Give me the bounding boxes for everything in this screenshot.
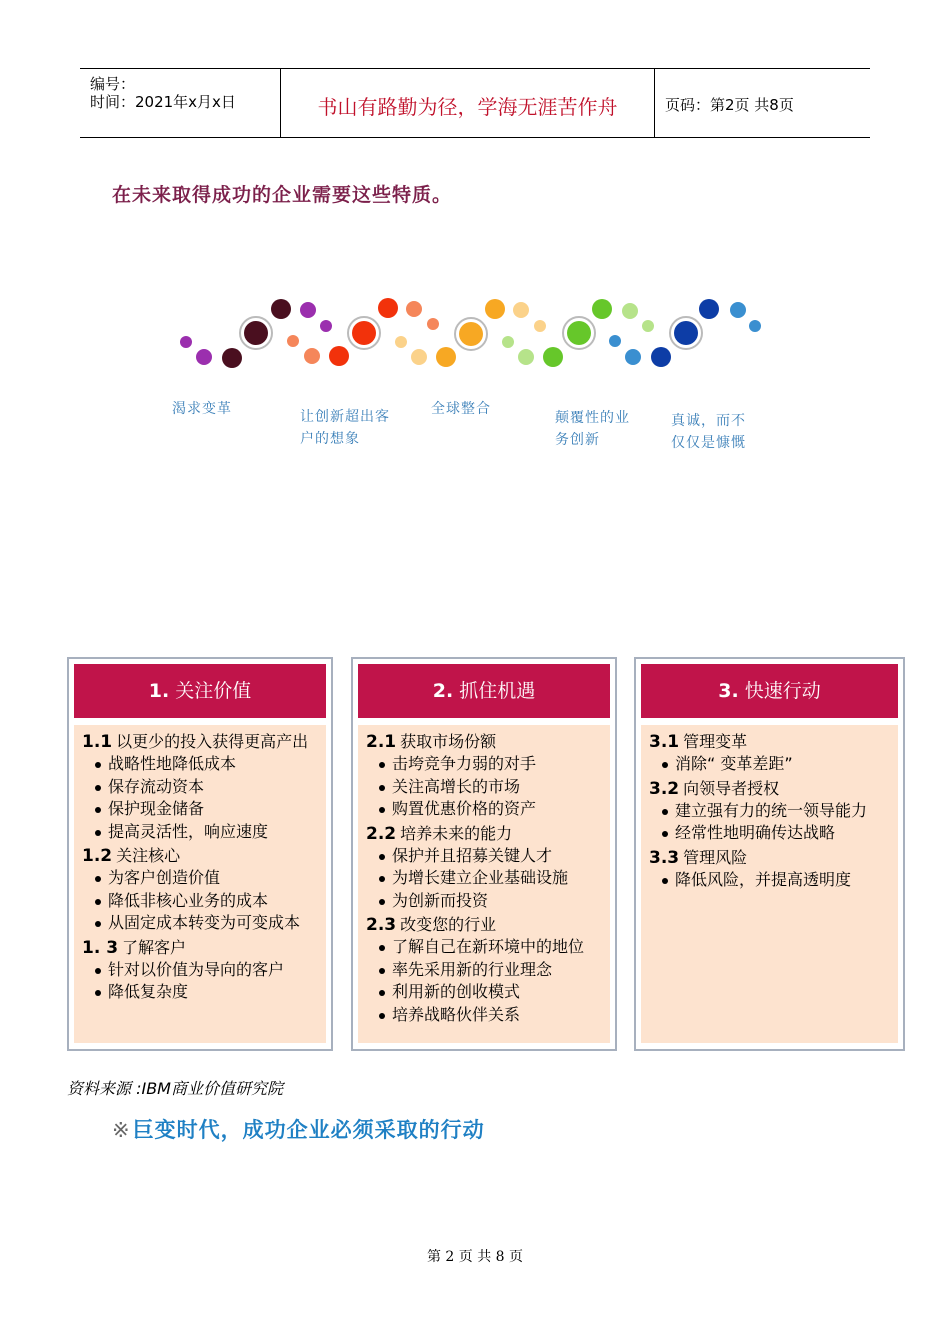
dot-1 [300, 302, 316, 318]
panel-body [358, 725, 610, 1043]
section-title-text: 以更少的投入获得更高产出 [116, 732, 309, 751]
dot-1 [180, 336, 192, 348]
trait-label-line: 让创新超出客 [300, 409, 390, 425]
dot-2 [352, 321, 376, 345]
bullet-item: 经常性地明确传达战略 [649, 822, 898, 845]
section-title [649, 731, 898, 753]
bullet-item: 利用新的创收模式 [366, 981, 610, 1004]
dot-5 [730, 302, 746, 318]
trait-label-2 [300, 406, 390, 450]
panel-number: 3. [718, 680, 739, 702]
dot-3 [534, 320, 546, 332]
bullet-item: 保护并且招募关键人才 [366, 845, 610, 868]
dot-1 [222, 348, 242, 368]
trait-label-1 [172, 398, 232, 420]
section-number: 1.2 [82, 846, 113, 866]
section-title [82, 845, 326, 867]
dot-4 [622, 303, 638, 319]
section-title-text: 改变您的行业 [400, 915, 497, 934]
bullet-item: 消除“ 变革差距” [649, 753, 898, 776]
dot-2 [287, 335, 299, 347]
dot-3 [436, 347, 456, 367]
dot-1 [271, 299, 291, 319]
panel-number: 1. [148, 680, 170, 702]
dot-2 [378, 298, 398, 318]
bullet-item: 击垮竞争力弱的对手 [366, 753, 610, 776]
bullet-item: 战略性地降低成本 [82, 753, 326, 776]
panel-body [641, 725, 898, 1043]
bullet-item: 保护现金储备 [82, 798, 326, 821]
date-label: 时间：2021年x月x日 [90, 93, 236, 111]
bullet-item: 培养战略伙伴关系 [366, 1004, 610, 1027]
section-title-text: 了解客户 [122, 937, 187, 957]
bullet-item: 了解自己在新环境中的地位 [366, 936, 610, 959]
trait-label-3 [431, 398, 491, 420]
bullet-item: 从固定成本转变为可变成本 [82, 912, 326, 935]
dot-3 [513, 302, 529, 318]
bullet-item: 降低风险，并提高透明度 [649, 869, 898, 892]
page-footer: 第 2 页 共 8 页 [426, 1249, 524, 1265]
panel-header [641, 664, 898, 718]
section-number: 2.3 [366, 915, 397, 935]
section-heading-actions [112, 1114, 485, 1144]
trait-label-line: 全球整合 [431, 401, 491, 417]
section-number: 1. 3 [82, 937, 119, 958]
decorative-dots-graphic [0, 0, 950, 400]
dot-1 [196, 349, 212, 365]
dot-5 [749, 320, 761, 332]
source-note: 资料来源 :IBM商业价值研究院 [67, 1079, 283, 1098]
bullet-item: 提高灵活性，响应速度 [82, 821, 326, 844]
bullet-item: 为增长建立企业基础设施 [366, 867, 610, 890]
serial-label: 编号： [90, 75, 136, 93]
trait-label-line: 务创新 [555, 432, 600, 448]
header-motto: 书山有路勤为径，学海无涯苦作舟 [317, 95, 618, 119]
panel-header [358, 664, 610, 718]
section-title [649, 847, 898, 869]
section-title [366, 914, 610, 936]
dot-1 [244, 321, 268, 345]
section-title-text: 向领导者授权 [683, 778, 780, 798]
section-title-text: 获取市场份额 [400, 732, 497, 751]
section-title [366, 731, 610, 753]
dot-3 [485, 299, 505, 319]
panel-seize-opportunity [351, 657, 617, 1051]
bullet-item: 率先采用新的行业理念 [366, 959, 610, 982]
dot-2 [406, 301, 422, 317]
dot-3 [395, 336, 407, 348]
panel-focus-value [67, 657, 333, 1051]
section-title-text: 关注核心 [116, 846, 181, 865]
panel-title: 关注价值 [175, 680, 252, 702]
panel-title: 抓住机遇 [459, 680, 536, 702]
section-heading-text: 巨变时代，成功企业必须采取的行动 [132, 1117, 485, 1142]
section-title [366, 823, 610, 845]
section-number: 2.2 [366, 823, 397, 844]
reference-mark: ※ [112, 1118, 131, 1142]
dot-3 [411, 349, 427, 365]
dot-5 [651, 347, 671, 367]
bullet-item: 针对以价值为导向的客户 [82, 959, 326, 982]
trait-label-line: 真诚，而不 [671, 413, 746, 429]
page-number-label: 页码：第2页 共8页 [665, 96, 794, 114]
section-number: 1.1 [82, 732, 113, 752]
section-number: 3.3 [649, 847, 680, 868]
section-number: 3.2 [649, 778, 680, 799]
section-title [649, 778, 898, 800]
dot-4 [567, 321, 591, 345]
trait-label-line: 渴求变革 [172, 401, 232, 417]
panel-body [74, 725, 326, 1043]
dot-5 [625, 349, 641, 365]
section-number: 2.1 [366, 732, 397, 752]
section-number: 3.1 [649, 732, 680, 752]
section-title-text: 管理变革 [683, 732, 748, 751]
dot-2 [304, 348, 320, 364]
bullet-item: 为客户创造价值 [82, 867, 326, 890]
bullet-item: 购置优惠价格的资产 [366, 798, 610, 821]
dot-4 [642, 320, 654, 332]
trait-label-5 [671, 410, 746, 454]
dot-4 [543, 347, 563, 367]
bullet-item: 建立强有力的统一领导能力 [649, 800, 898, 823]
dot-3 [459, 322, 483, 346]
bullet-item: 保存流动资本 [82, 776, 326, 799]
section-title [82, 937, 326, 959]
dot-1 [320, 320, 332, 332]
panel-title: 快速行动 [744, 680, 821, 702]
bullet-item: 降低非核心业务的成本 [82, 890, 326, 913]
dot-5 [699, 299, 719, 319]
dot-4 [592, 299, 612, 319]
dot-2 [427, 318, 439, 330]
trait-label-4 [555, 407, 630, 451]
panel-number: 2. [432, 680, 454, 702]
bullet-item: 为创新而投资 [366, 890, 610, 913]
dot-5 [609, 335, 621, 347]
panel-header [74, 664, 326, 718]
trait-label-line: 户的想象 [300, 431, 360, 447]
panel-act-fast [634, 657, 905, 1051]
section-title-text: 管理风险 [683, 847, 748, 867]
dot-4 [502, 336, 514, 348]
dot-2 [329, 346, 349, 366]
section-title [82, 731, 326, 753]
section-title-text: 培养未来的能力 [400, 823, 513, 843]
bullet-item: 降低复杂度 [82, 981, 326, 1004]
trait-label-line: 颠覆性的业 [555, 410, 630, 426]
section-heading-traits: 在未来取得成功的企业需要这些特质。 [112, 184, 453, 206]
bullet-item: 关注高增长的市场 [366, 776, 610, 799]
dot-5 [674, 321, 698, 345]
trait-label-line: 仅仅是慷慨 [671, 435, 746, 451]
dot-4 [518, 349, 534, 365]
